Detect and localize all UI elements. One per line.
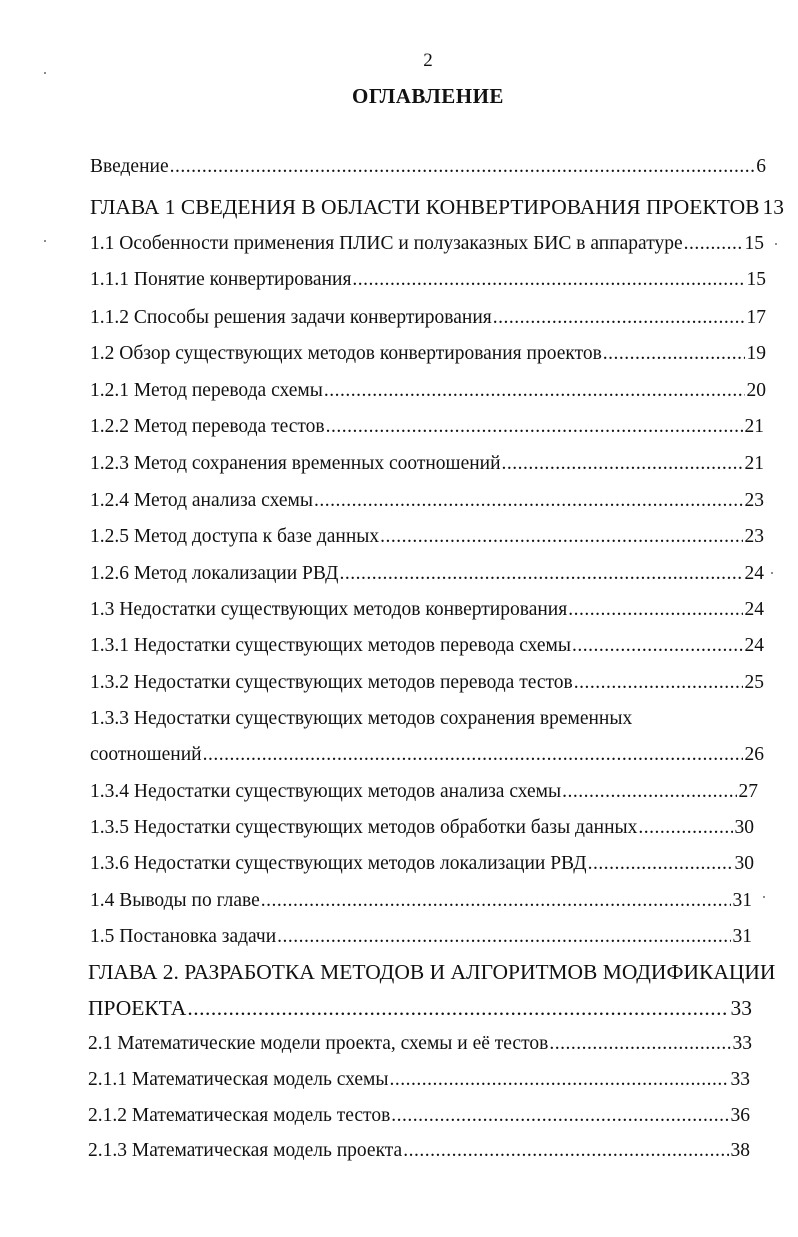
toc-entry: 1.3.5 Недостатки существующих методов обработки базы данных ..... 30	[90, 816, 754, 840]
toc-entry: 2.1 Математические модели проекта, схемы и её тестов ..... 33	[88, 1032, 752, 1056]
toc-entry: 1.2.4 Метод анализа схемы ..... 23	[90, 489, 764, 513]
toc-entry: 1.2.1 Метод перевода схемы ..... 20	[90, 379, 766, 403]
scan-speck	[771, 572, 773, 574]
toc-entry: Введение ..... 6	[90, 155, 766, 179]
scan-speck	[44, 72, 46, 74]
toc-entry: 2.1.3 Математическая модель проекта ..... 38	[88, 1139, 750, 1163]
toc-entry: 2.1.1 Математическая модель схемы ..... 33	[88, 1068, 750, 1092]
toc-entry: 1.3 Недостатки существующих методов конвертирования ..... 24	[90, 598, 764, 622]
toc-entry: 1.4 Выводы по главе ..... 31	[90, 889, 752, 913]
toc-entry: 1.3.1 Недостатки существующих методов перевода схемы ..... 24	[90, 634, 764, 658]
toc-entry: 1.3.2 Недостатки существующих методов перевода тестов ..... 25	[90, 671, 764, 695]
toc-entry: 1.1.1 Понятие конвертирования ..... 15	[90, 268, 766, 292]
toc-entry: 1.3.6 Недостатки существующих методов локализации РВД ..... 30	[90, 852, 754, 876]
page-title: ОГЛАВЛЕНИЕ	[352, 84, 504, 108]
toc-entry: 1.5 Постановка задачи ..... 31	[90, 925, 752, 949]
scan-speck	[763, 896, 765, 898]
toc-entry: 1.2.5 Метод доступа к базе данных ..... 23	[90, 525, 764, 549]
toc-entry: 1.2.2 Метод перевода тестов ..... 21	[90, 415, 764, 439]
toc-entry: ГЛАВА 1 СВЕДЕНИЯ В ОБЛАСТИ КОНВЕРТИРОВАНИЯ ПРОЕКТОВ 13	[90, 195, 784, 219]
toc-entry: 1.1.2 Способы решения задачи конвертирования ..... 17	[90, 306, 766, 330]
page-number: 2	[423, 50, 433, 71]
toc-entry: ПРОЕКТА ..... 33	[88, 996, 752, 1020]
toc-entry: 1.2.3 Метод сохранения временных соотношений ..... 21	[90, 452, 764, 476]
toc-entry: 1.1 Особенности применения ПЛИС и полузаказных БИС в аппаратуре ..... 15	[90, 232, 764, 256]
toc-entry: 1.3.4 Недостатки существующих методов анализа схемы ..... 27	[90, 780, 758, 804]
scan-speck	[775, 243, 777, 245]
toc-entry: 1.2 Обзор существующих методов конвертирования проектов ..... 19	[90, 342, 766, 366]
toc-entry: 2.1.2 Математическая модель тестов ..... 36	[88, 1104, 750, 1128]
scan-speck	[44, 240, 46, 242]
toc-entry: 1.3.3 Недостатки существующих методов сохранения временных	[90, 708, 633, 729]
toc-entry: соотношений ..... 26	[90, 743, 764, 767]
toc-entry: ГЛАВА 2. РАЗРАБОТКА МЕТОДОВ И АЛГОРИТМОВ МОДИФИКАЦИИ	[88, 960, 776, 984]
toc-entry: 1.2.6 Метод локализации РВД ..... 24	[90, 562, 764, 586]
